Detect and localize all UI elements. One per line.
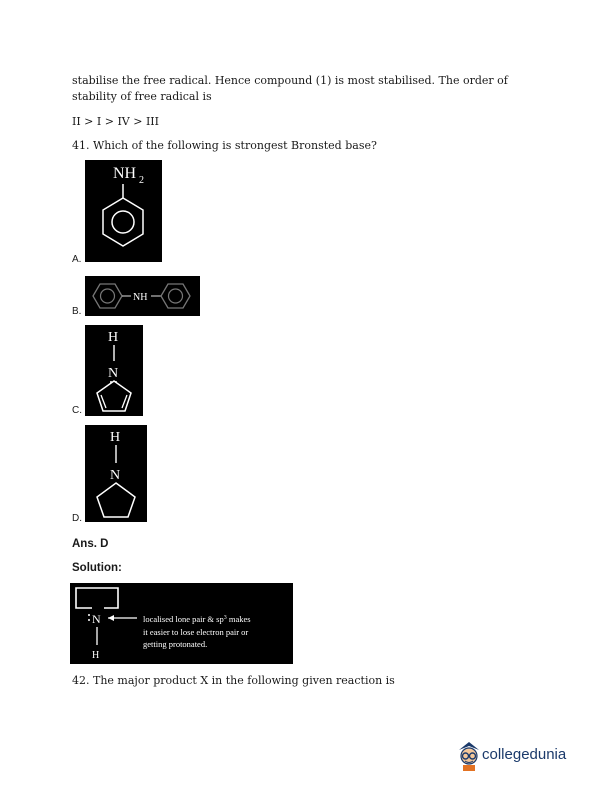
intro-line-1: stabilise the free radical. Hence compound (1) is most stabilised. The order of xyxy=(72,74,508,87)
hydrogen-label: H xyxy=(108,330,119,345)
note-line-2: it easier to lose electron pair or xyxy=(143,627,249,637)
option-c-structure xyxy=(85,325,143,416)
note-line-3: getting protonated. xyxy=(143,639,208,649)
solution-heading: Solution: xyxy=(72,562,122,574)
nitrogen-label: N xyxy=(92,612,101,626)
question-42: 42. The major product X in the following given reaction is xyxy=(72,674,395,687)
option-a-label: A. xyxy=(72,254,82,265)
brand-name: collegedunia xyxy=(482,746,567,763)
option-c-label: C. xyxy=(72,405,82,416)
amino-subscript: 2 xyxy=(139,175,144,186)
intro-line-2: stability of free radical is xyxy=(72,90,212,103)
mascot-icon xyxy=(455,738,483,772)
answer: Ans. D xyxy=(72,538,109,550)
hydrogen-label: H xyxy=(110,430,121,445)
hydrogen-label: H xyxy=(92,650,100,661)
brand-logo xyxy=(455,738,590,774)
nitrogen-label: N xyxy=(108,366,119,381)
option-a-structure xyxy=(85,160,162,262)
question-41: 41. Which of the following is strongest Bronsted base? xyxy=(72,139,377,152)
option-d-label: D. xyxy=(72,513,82,524)
nitrogen-label: N xyxy=(110,468,121,483)
stability-order: II > I > IV > III xyxy=(72,115,159,128)
amino-group-label: NH xyxy=(113,165,137,182)
option-d-structure xyxy=(85,425,147,522)
option-b-structure xyxy=(85,276,200,316)
note-line-1: localised lone pair & $sp^3$ makes xyxy=(143,614,251,624)
option-b-label: B. xyxy=(72,306,82,317)
solution-structure xyxy=(70,583,293,664)
nh-group-label: NH xyxy=(133,292,148,303)
